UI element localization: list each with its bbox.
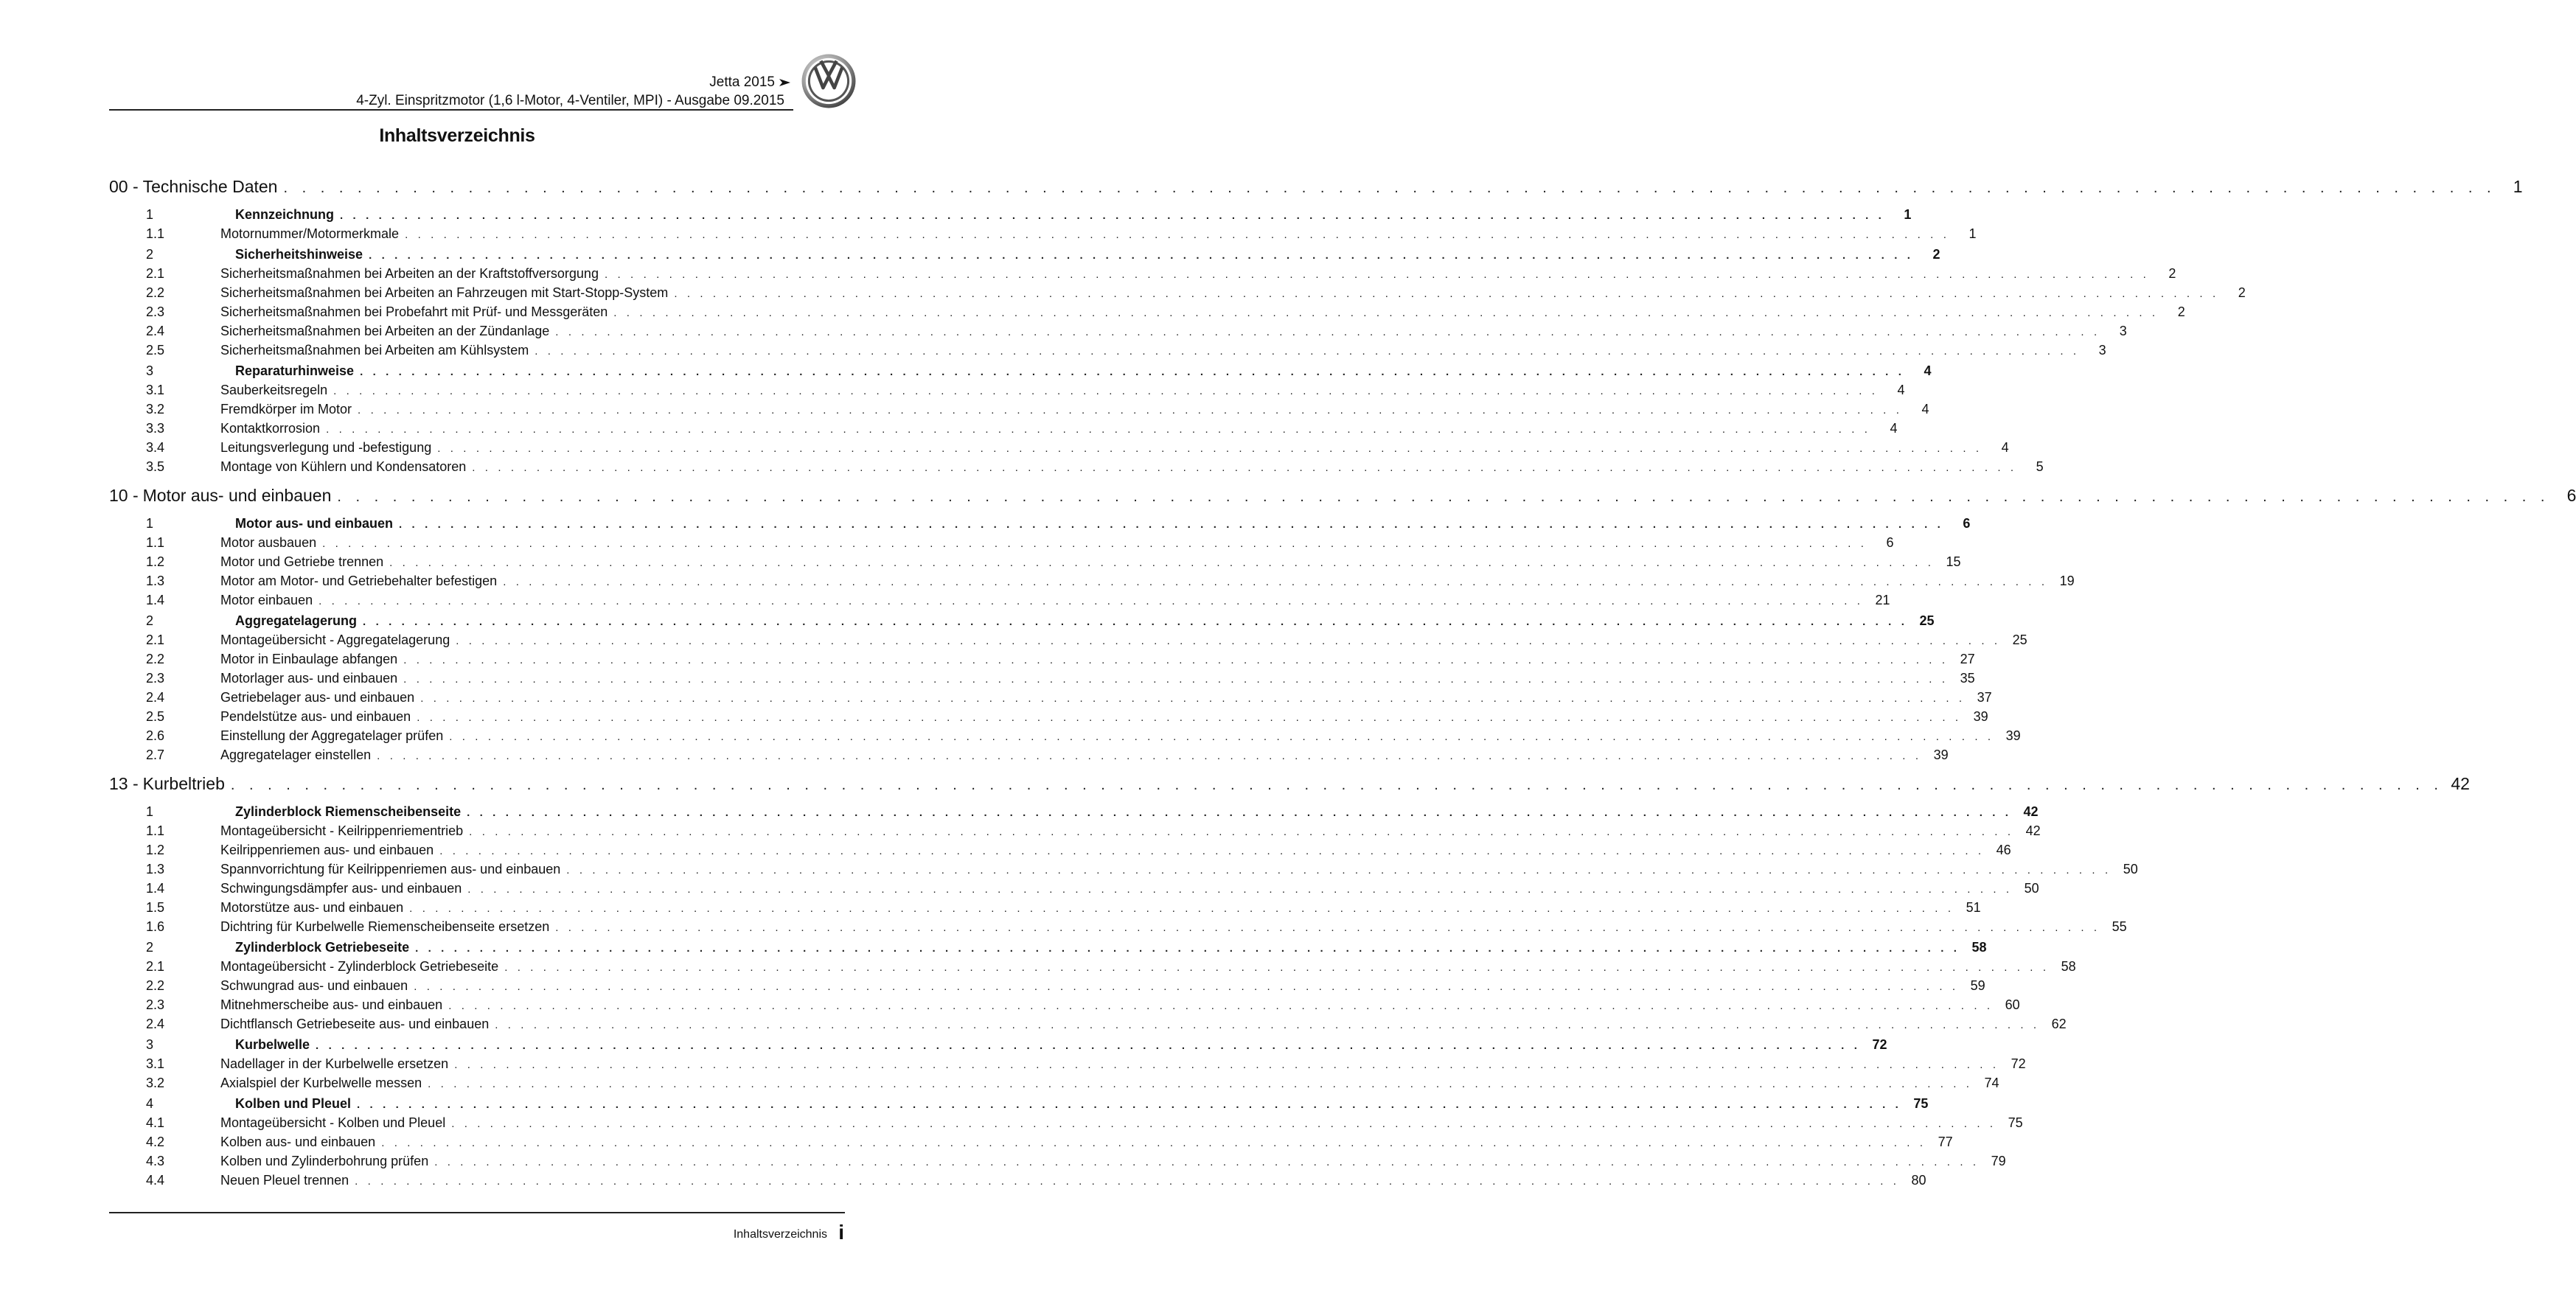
toc-entry-number: 3	[146, 363, 154, 378]
toc-entry-number: 1	[146, 516, 154, 531]
toc-entry-number: 1.6	[146, 919, 165, 934]
toc-leader-dots: . . . . . . . . . . . . . . . . . . . . . . . . . . . . . . . . . . . . . . . . . . . . . . . . . . . . . . . . . . . . . . . . . . . . . . . . . . . . . . . . . . . . . . . . . . . . . . . . . . . . . . . . . . . . . . . . . . . . . . . .	[318, 595, 1864, 607]
toc-entry-page: 50	[2024, 881, 2039, 896]
toc-entry-label: Sauberkeitsregeln	[220, 383, 328, 397]
toc-leader-dots: . . . . . . . . . . . . . . . . . . . . . . . . . . . . . . . . . . . . . . . . . . . . . . . . . . . . . . . . . . . . . . . . . . . . . . . . . . . . . . . . . . . . . . . . . . . . . . . . . . . . . . . . . . . . . . . . . . . . . . . .	[326, 423, 1871, 436]
toc-entry-label: Fremdkörper im Motor	[220, 402, 352, 417]
toc-section-row[interactable]	[109, 613, 1935, 632]
toc-section-row[interactable]	[109, 247, 1940, 266]
toc-leader-dots: . . . . . . . . . . . . . . . . . . . . . . . . . . . . . . . . . . . . . . . . . . . . . . . . . . . . . . . . . . . . . . . . . . . . . . . . . . . . . . . . . . . . . . . . . . . . . . . . . . . . . . . . . . . . . . . . . . . . . . . .	[403, 654, 1949, 666]
toc-entry-page: 39	[1973, 709, 1988, 724]
toc-leader-dots: . . . . . . . . . . . . . . . . . . . . . . . . . . . . . . . . . . . . . . . . . . . . . . . . . . . . . . . . . . . . . . . . . . . . . . . . . . . . . . . . . . . . . . . . . . . . . . . . . . . . . . . . . . . . . . . . . . . . . . . .	[504, 961, 2050, 974]
toc-chapter-label: Technische Daten	[142, 177, 278, 196]
toc-leader-dots: . . . . . . . . . . . . . . . . . . . . . . . . . . . . . . . . . . . . . . . . . . . . . . . . . . . . . . . . . . . . . . . . . . . . . . . . . . . . . . . . . . . . . . . . . . . . . . . . . . . . . . . . . . . . . . . . . . . . . . . .	[322, 537, 1867, 550]
toc-entry-page: 27	[1960, 652, 1975, 666]
toc-subsection-row[interactable]	[109, 919, 2127, 938]
toc-entry-label: Motor einbauen	[220, 593, 313, 607]
toc-entry-page: 25	[2012, 632, 2027, 647]
toc-entry-number: 3.5	[146, 459, 165, 474]
toc-subsection-row[interactable]	[109, 440, 2009, 459]
toc-subsection-row[interactable]	[109, 324, 2127, 343]
toc-entry-number: 2.1	[146, 959, 165, 974]
footer-divider	[109, 1212, 845, 1213]
toc-leader-dots: . . . . . . . . . . . . . . . . . . . . . . . . . . . . . . . . . . . . . . . . . . . . . . . . . . . . . . . . . . . . . . . . . . . . . . . . . . . . . . . . . . . . . . . . . . . . . . . . . . . . . . . . . . . . . . . . . . . . . . . .	[555, 326, 2100, 338]
header-model-text: Jetta 2015	[709, 74, 775, 90]
toc-chapter	[109, 486, 2576, 767]
toc-entry-label: Aggregatelager einstellen	[220, 747, 372, 762]
toc-entry-label: Keilrippenriemen aus- und einbauen	[220, 843, 434, 857]
toc-subsection-row[interactable]	[109, 690, 1992, 709]
toc-entry-page: 58	[2061, 959, 2076, 974]
toc-entry-number: 2.5	[146, 709, 165, 724]
toc-chapter-label: Motor aus- und einbauen	[142, 486, 332, 505]
toc-leader-dots: . . . . . . . . . . . . . . . . . . . . . . . . . . . . . . . . . . . . . . . . . . . . . . . . . . . . . . . . . . . . . . . . . . . . . . . . . . . . . . . . . . . . . . . . . . . . . . . . . . . . . . . . . . . . . . . . . . . . . . . .	[340, 209, 1885, 222]
toc-subsection-row[interactable]	[109, 709, 1988, 728]
toc-subsection-row[interactable]	[109, 554, 1961, 574]
toc-entry-page: 6	[1886, 535, 1894, 550]
toc-leader-dots: . . . . . . . . . . . . . . . . . . . . . . . . . . . . . . . . . . . . . . . . . . . . . . . . . . . . . . . . . . . . . . . . . . . . . . . . . . . . . . . . . . . . . . . . . . . . . . . . . . . . . . . . . . . . . . . . . . . . . . . .	[414, 980, 1959, 993]
toc-subsection-row[interactable]	[109, 383, 1905, 402]
toc-entry-label: Zylinderblock Riemenscheibenseite	[235, 804, 462, 819]
toc-leader-dots: . . . . . . . . . . . . . . . . . . . . . . . . . . . . . . . . . . . . . . . . . . . . . . . . . . . . . . . . . . . . . . . . . . . . . . . . . . . . . . . . . . . . . . . . . . . . . . . . . . . . . . . . . . . . . . . . . . . . . . . .	[363, 616, 1908, 628]
toc-entry-number: 1.1	[146, 226, 165, 241]
toc-subsection-row[interactable]	[109, 632, 2027, 652]
toc-subsection-row[interactable]	[109, 1056, 2026, 1076]
toc-entry-number: 2.4	[146, 690, 165, 705]
toc-chapter-page: 1	[2513, 177, 2523, 196]
toc-entry-number: 1	[146, 207, 154, 222]
toc-leader-dots: . . . . . . . . . . . . . . . . . . . . . . . . . . . . . . . . . . . . . . . . . . . . . . . . . . . . . . . . . . . . . . . . . . . . . . . . . . . . . . . . . . . . . . . . . . . . . . . . . . . . . . . . . . . . . . . . . . . . . . . .	[403, 673, 1949, 686]
toc-entry-number: 2.3	[146, 304, 165, 319]
toc-leader-dots: . . . . . . . . . . . . . . . . . . . . . . . . . . . . . . . . . . . . . . . . . . . . . . . . . . . . . . . . . . . . . . . . . . . . . . . . . . . . . . . . . . . . . . . . . . . . . . . . . . . . . . . . . . . . . . . . . . . . . . . .	[503, 576, 2048, 588]
toc-leader-dots: . . . . . . . . . . . . . . . . . . . . . . . . . . . . . . . . . . . . . . . . . . . . . . . . . . . . . . . . . . . . . . . . . . . . . . . . . . . . . . . . . . . . . . . . . . . . . . . . . . . . . . . . . . . . . . . . . . . . . . . .	[283, 180, 2496, 196]
toc-entry-page: 42	[2025, 823, 2041, 838]
toc-entry-label: Motor in Einbaulage abfangen	[220, 652, 398, 666]
toc-entry-number: 1.4	[146, 593, 165, 607]
toc-subsection-row[interactable]	[109, 1076, 1999, 1095]
arrow-right-icon	[779, 78, 790, 87]
toc-leader-dots: . . . . . . . . . . . . . . . . . . . . . . . . . . . . . . . . . . . . . . . . . . . . . . . . . . . . . . . . . . . . . . . . . . . . . . . . . . . . . . . . . . . . . . . . . . . . . . . . . . . . . . . . . . . . . . . . . . . . . . . .	[360, 366, 1905, 378]
toc-entry-number: 3.4	[146, 440, 165, 455]
toc-entry-number: 3	[146, 1037, 154, 1052]
toc-entry-label: Montageübersicht - Kolben und Pleuel	[220, 1115, 446, 1130]
toc-subsection-row[interactable]	[109, 862, 2138, 881]
toc-chapter-row[interactable]	[109, 774, 2470, 804]
toc-section-row[interactable]	[109, 363, 1932, 383]
toc-subsection-row[interactable]	[109, 535, 1894, 554]
toc-entry-label: Montageübersicht - Keilrippenriementrieb	[220, 823, 464, 838]
toc-subsection-row[interactable]	[109, 671, 1975, 690]
toc-subsection-row[interactable]	[109, 421, 1898, 440]
toc-entry-number: 2.1	[146, 632, 165, 647]
toc-leader-dots: . . . . . . . . . . . . . . . . . . . . . . . . . . . . . . . . . . . . . . . . . . . . . . . . . . . . . . . . . . . . . . . . . . . . . . . . . . . . . . . . . . . . . . . . . . . . . . . . . . . . . . . . . . . . . . . . . . . . . . . .	[428, 1078, 1973, 1090]
toc-entry-label: Sicherheitsmaßnahmen bei Probefahrt mit Prüf- und Messgeräten	[220, 304, 608, 319]
toc-entry-label: Sicherheitsmaßnahmen bei Arbeiten am Kühlsystem	[220, 343, 529, 358]
toc-entry-label: Kontaktkorrosion	[220, 421, 321, 436]
toc-entry-number: 2.6	[146, 728, 165, 743]
toc-entry-number: 2.3	[146, 671, 165, 686]
toc-leader-dots: . . . . . . . . . . . . . . . . . . . . . . . . . . . . . . . . . . . . . . . . . . . . . . . . . . . . . . . . . . . . . . . . . . . . . . . . . . . . . . . . . . . . . . . . . . . . . . . . . . . . . . . . . . . . . . . . . . . . . . . .	[369, 249, 1914, 262]
toc-entry-page: 79	[1991, 1154, 2006, 1168]
toc-entry-page: 2	[2177, 304, 2185, 319]
toc-entry-label: Getriebelager aus- und einbauen	[220, 690, 415, 705]
toc-entry-page: 1	[1968, 226, 1977, 241]
toc-entry-page: 39	[2005, 728, 2021, 743]
toc-entry-number: 4	[146, 1096, 154, 1111]
toc-leader-dots: . . . . . . . . . . . . . . . . . . . . . . . . . . . . . . . . . . . . . . . . . . . . . . . . . . . . . . . . . . . . . . . . . . . . . . . . . . . . . . . . . . . . . . . . . . . . . . . . . . . . . . . . . . . . . . . . . . . . . . . .	[674, 287, 2219, 300]
toc-entry-label: Sicherheitsmaßnahmen bei Arbeiten an Fahrzeugen mit Start-Stopp-System	[220, 285, 669, 300]
toc-entry-number: 2	[146, 940, 154, 955]
toc-entry-page: 37	[1977, 690, 1992, 705]
toc-entry-label: Motor aus- und einbauen	[235, 516, 393, 531]
toc-entry-page: 75	[2008, 1115, 2023, 1130]
toc-entry-label: Montageübersicht - Aggregatelagerung	[220, 632, 450, 647]
toc-entry-page: 3	[2098, 343, 2106, 358]
toc-leader-dots: . . . . . . . . . . . . . . . . . . . . . . . . . . . . . . . . . . . . . . . . . . . . . . . . . . . . . . . . . . . . . . . . . . . . . . . . . . . . . . . . . . . . . . . . . . . . . . . . . . . . . . . . . . . . . . . . . . . . . . . .	[405, 229, 1950, 241]
toc-entry-label: Kolben und Pleuel	[235, 1096, 352, 1111]
vw-logo-icon	[801, 53, 857, 109]
toc-leader-dots: . . . . . . . . . . . . . . . . . . . . . . . . . . . . . . . . . . . . . . . . . . . . . . . . . . . . . . . . . . . . . . . . . . . . . . . . . . . . . . . . . . . . . . . . . . . . . . . . . . . . . . . . . . . . . . . . . . . . . . . .	[467, 883, 2013, 896]
toc-subsection-row[interactable]	[109, 266, 2176, 285]
toc-entry-page: 80	[1911, 1173, 1926, 1188]
toc-leader-dots: . . . . . . . . . . . . . . . . . . . . . . . . . . . . . . . . . . . . . . . . . . . . . . . . . . . . . . . . . . . . . . . . . . . . . . . . . . . . . . . . . . . . . . . . . . . . . . . . . . . . . . . . . . . . . . . . . . . . . . . .	[409, 902, 1954, 915]
toc-entry-label: Mitnehmerscheibe aus- und einbauen	[220, 997, 443, 1012]
toc-entry-label: Dichtflansch Getriebeseite aus- und einbauen	[220, 1017, 490, 1031]
toc-leader-dots: . . . . . . . . . . . . . . . . . . . . . . . . . . . . . . . . . . . . . . . . . . . . . . . . . . . . . . . . . . . . . . . . . . . . . . . . . . . . . . . . . . . . . . . . . . . . . . . . . . . . . . . . . . . . . . . . . . . . . . . .	[495, 1019, 2040, 1031]
toc-entry-page: 59	[1970, 978, 1985, 993]
toc-entry-number: 2.2	[146, 285, 165, 300]
toc-entry-label: Pendelstütze aus- und einbauen	[220, 709, 411, 724]
toc-subsection-row[interactable]	[109, 843, 2011, 862]
toc-subsection-row[interactable]	[109, 728, 2021, 747]
toc-chapter-page: 42	[2451, 774, 2470, 793]
header-subtitle: 4-Zyl. Einspritzmotor (1,6 l-Motor, 4-Ventiler, MPI) - Ausgabe 09.2015	[356, 93, 784, 108]
toc-leader-dots: . . . . . . . . . . . . . . . . . . . . . . . . . . . . . . . . . . . . . . . . . . . . . . . . . . . . . . . . . . . . . . . . . . . . . . . . . . . . . . . . . . . . . . . . . . . . . . . . . . . . . . . . . . . . . . . . . . . . . . . .	[230, 777, 2443, 793]
toc-entry-number: 2.5	[146, 343, 165, 358]
toc-leader-dots: . . . . . . . . . . . . . . . . . . . . . . . . . . . . . . . . . . . . . . . . . . . . . . . . . . . . . . . . . . . . . . . . . . . . . . . . . . . . . . . . . . . . . . . . . . . . . . . . . . . . . . . . . . . . . . . . . . . . . . . .	[535, 345, 2080, 358]
toc-leader-dots: . . . . . . . . . . . . . . . . . . . . . . . . . . . . . . . . . . . . . . . . . . . . . . . . . . . . . . . . . . . . . . . . . . . . . . . . . . . . . . . . . . . . . . . . . . . . . . . . . . . . . . . . . . . . . . . . . . . . . . . .	[437, 442, 1983, 455]
toc-entry-label: Motorstütze aus- und einbauen	[220, 900, 404, 915]
toc-chapter-number: 00 -	[109, 177, 139, 196]
toc-entry-page: 50	[2123, 862, 2138, 876]
toc-chapter-label: Kurbeltrieb	[142, 774, 225, 793]
toc-entry-number: 1.5	[146, 900, 165, 915]
toc-subsection-row[interactable]	[109, 1135, 1953, 1154]
toc-subsection-row[interactable]	[109, 1154, 2006, 1173]
toc-entry-number: 1.2	[146, 843, 165, 857]
toc-leader-dots: . . . . . . . . . . . . . . . . . . . . . . . . . . . . . . . . . . . . . . . . . . . . . . . . . . . . . . . . . . . . . . . . . . . . . . . . . . . . . . . . . . . . . . . . . . . . . . . . . . . . . . . . . . . . . . . . . . . . . . . .	[358, 404, 1903, 417]
toc-entry-page: 4	[1921, 402, 1929, 417]
toc-leader-dots: . . . . . . . . . . . . . . . . . . . . . . . . . . . . . . . . . . . . . . . . . . . . . . . . . . . . . . . . . . . . . . . . . . . . . . . . . . . . . . . . . . . . . . . . . . . . . . . . . . . . . . . . . . . . . . . . . . . . . . . .	[566, 864, 2112, 876]
toc-subsection-row[interactable]	[109, 652, 1975, 671]
toc-entry-number: 1.2	[146, 554, 165, 569]
toc-leader-dots: . . . . . . . . . . . . . . . . . . . . . . . . . . . . . . . . . . . . . . . . . . . . . . . . . . . . . . . . . . . . . . . . . . . . . . . . . . . . . . . . . . . . . . . . . . . . . . . . . . . . . . . . . . . . . . . . . . . . . . . .	[449, 731, 1994, 743]
toc-entry-page: 5	[2036, 459, 2044, 474]
toc-entry-number: 4.1	[146, 1115, 165, 1130]
toc-entry-number: 1.1	[146, 823, 165, 838]
toc-subsection-row[interactable]	[109, 881, 2039, 900]
toc-entry-page: 62	[2051, 1017, 2067, 1031]
toc-entry-label: Motornummer/Motormerkmale	[220, 226, 400, 241]
header-divider	[109, 109, 793, 111]
toc-leader-dots: . . . . . . . . . . . . . . . . . . . . . . . . . . . . . . . . . . . . . . . . . . . . . . . . . . . . . . . . . . . . . . . . . . . . . . . . . . . . . . . . . . . . . . . . . . . . . . . . . . . . . . . . . . . . . . . . . . . . . . . .	[439, 845, 1985, 857]
toc-entry-page: 35	[1960, 671, 1975, 686]
toc-entry-page: 60	[2005, 997, 2020, 1012]
toc-leader-dots: . . . . . . . . . . . . . . . . . . . . . . . . . . . . . . . . . . . . . . . . . . . . . . . . . . . . . . . . . . . . . . . . . . . . . . . . . . . . . . . . . . . . . . . . . . . . . . . . . . . . . . . . . . . . . . . . . . . . . . . .	[448, 1000, 1994, 1012]
toc-leader-dots: . . . . . . . . . . . . . . . . . . . . . . . . . . . . . . . . . . . . . . . . . . . . . . . . . . . . . . . . . . . . . . . . . . . . . . . . . . . . . . . . . . . . . . . . . . . . . . . . . . . . . . . . . . . . . . . . . . . . . . . .	[357, 1098, 1902, 1111]
toc-entry-page: 42	[2023, 804, 2039, 819]
toc-entry-number: 3.2	[146, 1076, 165, 1090]
toc-chapter-number: 10 -	[109, 486, 139, 505]
toc-entry-page: 25	[1919, 613, 1935, 628]
toc-subsection-row[interactable]	[109, 285, 2246, 304]
toc-entry-page: 19	[2059, 574, 2075, 588]
toc-entry-label: Axialspiel der Kurbelwelle messen	[220, 1076, 422, 1090]
toc-entry-number: 2.7	[146, 747, 165, 762]
toc-entry-number: 3.3	[146, 421, 165, 436]
table-of-contents	[109, 177, 2576, 1199]
toc-entry-label: Leitungsverlegung und -befestigung	[220, 440, 432, 455]
toc-entry-page: 6	[1963, 516, 1971, 531]
toc-entry-number: 2.4	[146, 324, 165, 338]
toc-entry-number: 3.2	[146, 402, 165, 417]
toc-entry-number: 1.3	[146, 574, 165, 588]
toc-entry-label: Motor ausbauen	[220, 535, 317, 550]
toc-subsection-row[interactable]	[109, 574, 2075, 593]
toc-leader-dots: . . . . . . . . . . . . . . . . . . . . . . . . . . . . . . . . . . . . . . . . . . . . . . . . . . . . . . . . . . . . . . . . . . . . . . . . . . . . . . . . . . . . . . . . . . . . . . . . . . . . . . . . . . . . . . . . . . . . . . . .	[389, 557, 1935, 569]
toc-chapter	[109, 177, 2523, 478]
toc-entry-label: Schwungrad aus- und einbauen	[220, 978, 408, 993]
toc-entry-number: 4.2	[146, 1135, 165, 1149]
toc-entry-label: Kolben und Zylinderbohrung prüfen	[220, 1154, 429, 1168]
toc-entry-page: 46	[1996, 843, 2011, 857]
toc-entry-label: Motor und Getriebe trennen	[220, 554, 384, 569]
toc-entry-number: 1	[146, 804, 154, 819]
toc-leader-dots: . . . . . . . . . . . . . . . . . . . . . . . . . . . . . . . . . . . . . . . . . . . . . . . . . . . . . . . . . . . . . . . . . . . . . . . . . . . . . . . . . . . . . . . . . . . . . . . . . . . . . . . . . . . . . . . . . . . . . . . .	[316, 1039, 1861, 1052]
toc-entry-number: 2	[146, 613, 154, 628]
toc-leader-dots: . . . . . . . . . . . . . . . . . . . . . . . . . . . . . . . . . . . . . . . . . . . . . . . . . . . . . . . . . . . . . . . . . . . . . . . . . . . . . . . . . . . . . . . . . . . . . . . . . . . . . . . . . . . . . . . . . . . . . . . .	[434, 1156, 1980, 1168]
toc-subsection-row[interactable]	[109, 1017, 2067, 1036]
toc-entry-label: Montage von Kühlern und Kondensatoren	[220, 459, 467, 474]
toc-section-row[interactable]	[109, 940, 1987, 959]
toc-leader-dots: . . . . . . . . . . . . . . . . . . . . . . . . . . . . . . . . . . . . . . . . . . . . . . . . . . . . . . . . . . . . . . . . . . . . . . . . . . . . . . . . . . . . . . . . . . . . . . . . . . . . . . . . . . . . . . . . . . . . . . . .	[355, 1175, 1900, 1188]
toc-entry-page: 2	[2238, 285, 2246, 300]
toc-subsection-row[interactable]	[109, 593, 1890, 612]
toc-section-row[interactable]	[109, 1096, 1929, 1115]
toc-entry-page: 4	[2001, 440, 2009, 455]
toc-entry-label: Sicherheitsmaßnahmen bei Arbeiten an der Kraftstoffversorgung	[220, 266, 599, 281]
toc-leader-dots: . . . . . . . . . . . . . . . . . . . . . . . . . . . . . . . . . . . . . . . . . . . . . . . . . . . . . . . . . . . . . . . . . . . . . . . . . . . . . . . . . . . . . . . . . . . . . . . . . . . . . . . . . . . . . . . . . . . . . . . .	[333, 385, 1879, 397]
toc-entry-number: 2.4	[146, 1017, 165, 1031]
toc-chapter-row[interactable]	[109, 486, 2576, 516]
toc-leader-dots: . . . . . . . . . . . . . . . . . . . . . . . . . . . . . . . . . . . . . . . . . . . . . . . . . . . . . . . . . . . . . . . . . . . . . . . . . . . . . . . . . . . . . . . . . . . . . . . . . . . . . . . . . . . . . . . . . . . . . . . .	[415, 942, 1960, 955]
toc-entry-page: 77	[1938, 1135, 1953, 1149]
toc-leader-dots: . . . . . . . . . . . . . . . . . . . . . . . . . . . . . . . . . . . . . . . . . . . . . . . . . . . . . . . . . . . . . . . . . . . . . . . . . . . . . . . . . . . . . . . . . . . . . . . . . . . . . . . . . . . . . . . . . . . . . . . .	[420, 692, 1966, 705]
toc-entry-number: 2.1	[146, 266, 165, 281]
page-title: Inhaltsverzeichnis	[379, 125, 535, 146]
toc-entry-page: 2	[2168, 266, 2176, 281]
toc-entry-page: 3	[2119, 324, 2127, 338]
toc-subsection-row[interactable]	[109, 304, 2185, 324]
toc-chapter-page: 6	[2566, 486, 2576, 505]
toc-entry-page: 51	[1966, 900, 1981, 915]
footer-page-number: i	[838, 1221, 844, 1244]
toc-entry-label: Kurbelwelle	[235, 1037, 310, 1052]
toc-entry-number: 1.1	[146, 535, 165, 550]
toc-entry-label: Motor am Motor- und Getriebehalter befestigen	[220, 574, 498, 588]
toc-subsection-row[interactable]	[109, 226, 1977, 245]
toc-leader-dots: . . . . . . . . . . . . . . . . . . . . . . . . . . . . . . . . . . . . . . . . . . . . . . . . . . . . . . . . . . . . . . . . . . . . . . . . . . . . . . . . . . . . . . . . . . . . . . . . . . . . . . . . . . . . . . . . . . . . . . . .	[613, 307, 2159, 319]
toc-entry-label: Montageübersicht - Zylinderblock Getriebeseite	[220, 959, 499, 974]
toc-subsection-row[interactable]	[109, 459, 2044, 478]
toc-entry-label: Aggregatelagerung	[235, 613, 358, 628]
toc-entry-page: 4	[1897, 383, 1905, 397]
toc-subsection-row[interactable]	[109, 343, 2106, 362]
toc-entry-number: 1.3	[146, 862, 165, 876]
toc-subsection-row[interactable]	[109, 823, 2041, 843]
toc-entry-number: 2	[146, 247, 154, 262]
toc-subsection-row[interactable]	[109, 747, 1949, 767]
toc-leader-dots: . . . . . . . . . . . . . . . . . . . . . . . . . . . . . . . . . . . . . . . . . . . . . . . . . . . . . . . . . . . . . . . . . . . . . . . . . . . . . . . . . . . . . . . . . . . . . . . . . . . . . . . . . . . . . . . . . . . . . . . .	[451, 1118, 1997, 1130]
toc-entry-number: 3.1	[146, 383, 165, 397]
toc-entry-label: Kolben aus- und einbauen	[220, 1135, 376, 1149]
toc-leader-dots: . . . . . . . . . . . . . . . . . . . . . . . . . . . . . . . . . . . . . . . . . . . . . . . . . . . . . . . . . . . . . . . . . . . . . . . . . . . . . . . . . . . . . . . . . . . . . . . . . . . . . . . . . . . . . . . . . . . . . . . .	[456, 635, 2001, 647]
toc-subsection-row[interactable]	[109, 997, 2020, 1017]
toc-entry-label: Reparaturhinweise	[235, 363, 355, 378]
toc-section-row[interactable]	[109, 516, 1971, 535]
toc-chapter	[109, 774, 2470, 1192]
toc-entry-page: 55	[2112, 919, 2127, 934]
toc-entry-number: 2.3	[146, 997, 165, 1012]
toc-entry-number: 2.2	[146, 978, 165, 993]
toc-leader-dots: . . . . . . . . . . . . . . . . . . . . . . . . . . . . . . . . . . . . . . . . . . . . . . . . . . . . . . . . . . . . . . . . . . . . . . . . . . . . . . . . . . . . . . . . . . . . . . . . . . . . . . . . . . . . . . . . . . . . . . . .	[467, 806, 2012, 819]
toc-chapter-row[interactable]	[109, 177, 2523, 207]
toc-leader-dots: . . . . . . . . . . . . . . . . . . . . . . . . . . . . . . . . . . . . . . . . . . . . . . . . . . . . . . . . . . . . . . . . . . . . . . . . . . . . . . . . . . . . . . . . . . . . . . . . . . . . . . . . . . . . . . . . . . . . . . . .	[377, 750, 1922, 762]
toc-subsection-row[interactable]	[109, 900, 1981, 919]
toc-entry-number: 4.3	[146, 1154, 165, 1168]
toc-section-row[interactable]	[109, 804, 2039, 823]
toc-entry-page: 72	[1872, 1037, 1887, 1052]
toc-leader-dots: . . . . . . . . . . . . . . . . . . . . . . . . . . . . . . . . . . . . . . . . . . . . . . . . . . . . . . . . . . . . . . . . . . . . . . . . . . . . . . . . . . . . . . . . . . . . . . . . . . . . . . . . . . . . . . . . . . . . . . . .	[337, 489, 2550, 505]
toc-entry-label: Schwingungsdämpfer aus- und einbauen	[220, 881, 462, 896]
toc-entry-page: 2	[1932, 247, 1940, 262]
toc-entry-label: Sicherheitshinweise	[235, 247, 363, 262]
header-model	[709, 74, 790, 91]
toc-entry-page: 1	[1904, 207, 1912, 222]
toc-entry-label: Dichtring für Kurbelwelle Riemenscheibenseite ersetzen	[220, 919, 550, 934]
toc-entry-label: Nadellager in der Kurbelwelle ersetzen	[220, 1056, 449, 1071]
toc-leader-dots: . . . . . . . . . . . . . . . . . . . . . . . . . . . . . . . . . . . . . . . . . . . . . . . . . . . . . . . . . . . . . . . . . . . . . . . . . . . . . . . . . . . . . . . . . . . . . . . . . . . . . . . . . . . . . . . . . . . . . . . .	[381, 1137, 1926, 1149]
toc-subsection-row[interactable]	[109, 402, 1929, 421]
toc-entry-label: Kennzeichnung	[235, 207, 334, 222]
toc-leader-dots: . . . . . . . . . . . . . . . . . . . . . . . . . . . . . . . . . . . . . . . . . . . . . . . . . . . . . . . . . . . . . . . . . . . . . . . . . . . . . . . . . . . . . . . . . . . . . . . . . . . . . . . . . . . . . . . . . . . . . . . .	[399, 518, 1944, 531]
toc-section-row[interactable]	[109, 207, 1912, 226]
toc-subsection-row[interactable]	[109, 1173, 1926, 1192]
toc-entry-page: 72	[2011, 1056, 2026, 1071]
footer-label: Inhaltsverzeichnis	[733, 1228, 827, 1241]
toc-entry-label: Zylinderblock Getriebeseite	[235, 940, 410, 955]
toc-entry-number: 2.2	[146, 652, 165, 666]
toc-subsection-row[interactable]	[109, 959, 2076, 978]
toc-chapter-number: 13 -	[109, 774, 139, 793]
toc-entry-number: 3.1	[146, 1056, 165, 1071]
toc-leader-dots: . . . . . . . . . . . . . . . . . . . . . . . . . . . . . . . . . . . . . . . . . . . . . . . . . . . . . . . . . . . . . . . . . . . . . . . . . . . . . . . . . . . . . . . . . . . . . . . . . . . . . . . . . . . . . . . . . . . . . . . .	[469, 826, 2014, 838]
toc-entry-page: 15	[1946, 554, 1961, 569]
toc-entry-label: Neuen Pleuel trennen	[220, 1173, 349, 1188]
toc-entry-number: 1.4	[146, 881, 165, 896]
toc-leader-dots: . . . . . . . . . . . . . . . . . . . . . . . . . . . . . . . . . . . . . . . . . . . . . . . . . . . . . . . . . . . . . . . . . . . . . . . . . . . . . . . . . . . . . . . . . . . . . . . . . . . . . . . . . . . . . . . . . . . . . . . .	[472, 461, 2017, 474]
toc-entry-page: 75	[1913, 1096, 1929, 1111]
toc-entry-page: 4	[1924, 363, 1932, 378]
toc-entry-label: Spannvorrichtung für Keilrippenriemen aus- und einbauen	[220, 862, 561, 876]
toc-entry-page: 4	[1890, 421, 1898, 436]
toc-entry-label: Einstellung der Aggregatelager prüfen	[220, 728, 444, 743]
toc-leader-dots: . . . . . . . . . . . . . . . . . . . . . . . . . . . . . . . . . . . . . . . . . . . . . . . . . . . . . . . . . . . . . . . . . . . . . . . . . . . . . . . . . . . . . . . . . . . . . . . . . . . . . . . . . . . . . . . . . . . . . . . .	[555, 921, 2100, 934]
toc-entry-page: 58	[1971, 940, 1987, 955]
toc-entry-page: 21	[1875, 593, 1890, 607]
toc-subsection-row[interactable]	[109, 978, 1985, 997]
toc-entry-page: 39	[1933, 747, 1949, 762]
toc-entry-label: Sicherheitsmaßnahmen bei Arbeiten an der Zündanlage	[220, 324, 550, 338]
toc-subsection-row[interactable]	[109, 1115, 2023, 1135]
toc-entry-label: Motorlager aus- und einbauen	[220, 671, 398, 686]
toc-section-row[interactable]	[109, 1037, 1887, 1056]
toc-entry-number: 4.4	[146, 1173, 165, 1188]
toc-leader-dots: . . . . . . . . . . . . . . . . . . . . . . . . . . . . . . . . . . . . . . . . . . . . . . . . . . . . . . . . . . . . . . . . . . . . . . . . . . . . . . . . . . . . . . . . . . . . . . . . . . . . . . . . . . . . . . . . . . . . . . . .	[604, 268, 2150, 281]
toc-leader-dots: . . . . . . . . . . . . . . . . . . . . . . . . . . . . . . . . . . . . . . . . . . . . . . . . . . . . . . . . . . . . . . . . . . . . . . . . . . . . . . . . . . . . . . . . . . . . . . . . . . . . . . . . . . . . . . . . . . . . . . . .	[454, 1059, 1999, 1071]
toc-entry-page: 74	[1984, 1076, 1999, 1090]
toc-leader-dots: . . . . . . . . . . . . . . . . . . . . . . . . . . . . . . . . . . . . . . . . . . . . . . . . . . . . . . . . . . . . . . . . . . . . . . . . . . . . . . . . . . . . . . . . . . . . . . . . . . . . . . . . . . . . . . . . . . . . . . . .	[417, 711, 1962, 724]
